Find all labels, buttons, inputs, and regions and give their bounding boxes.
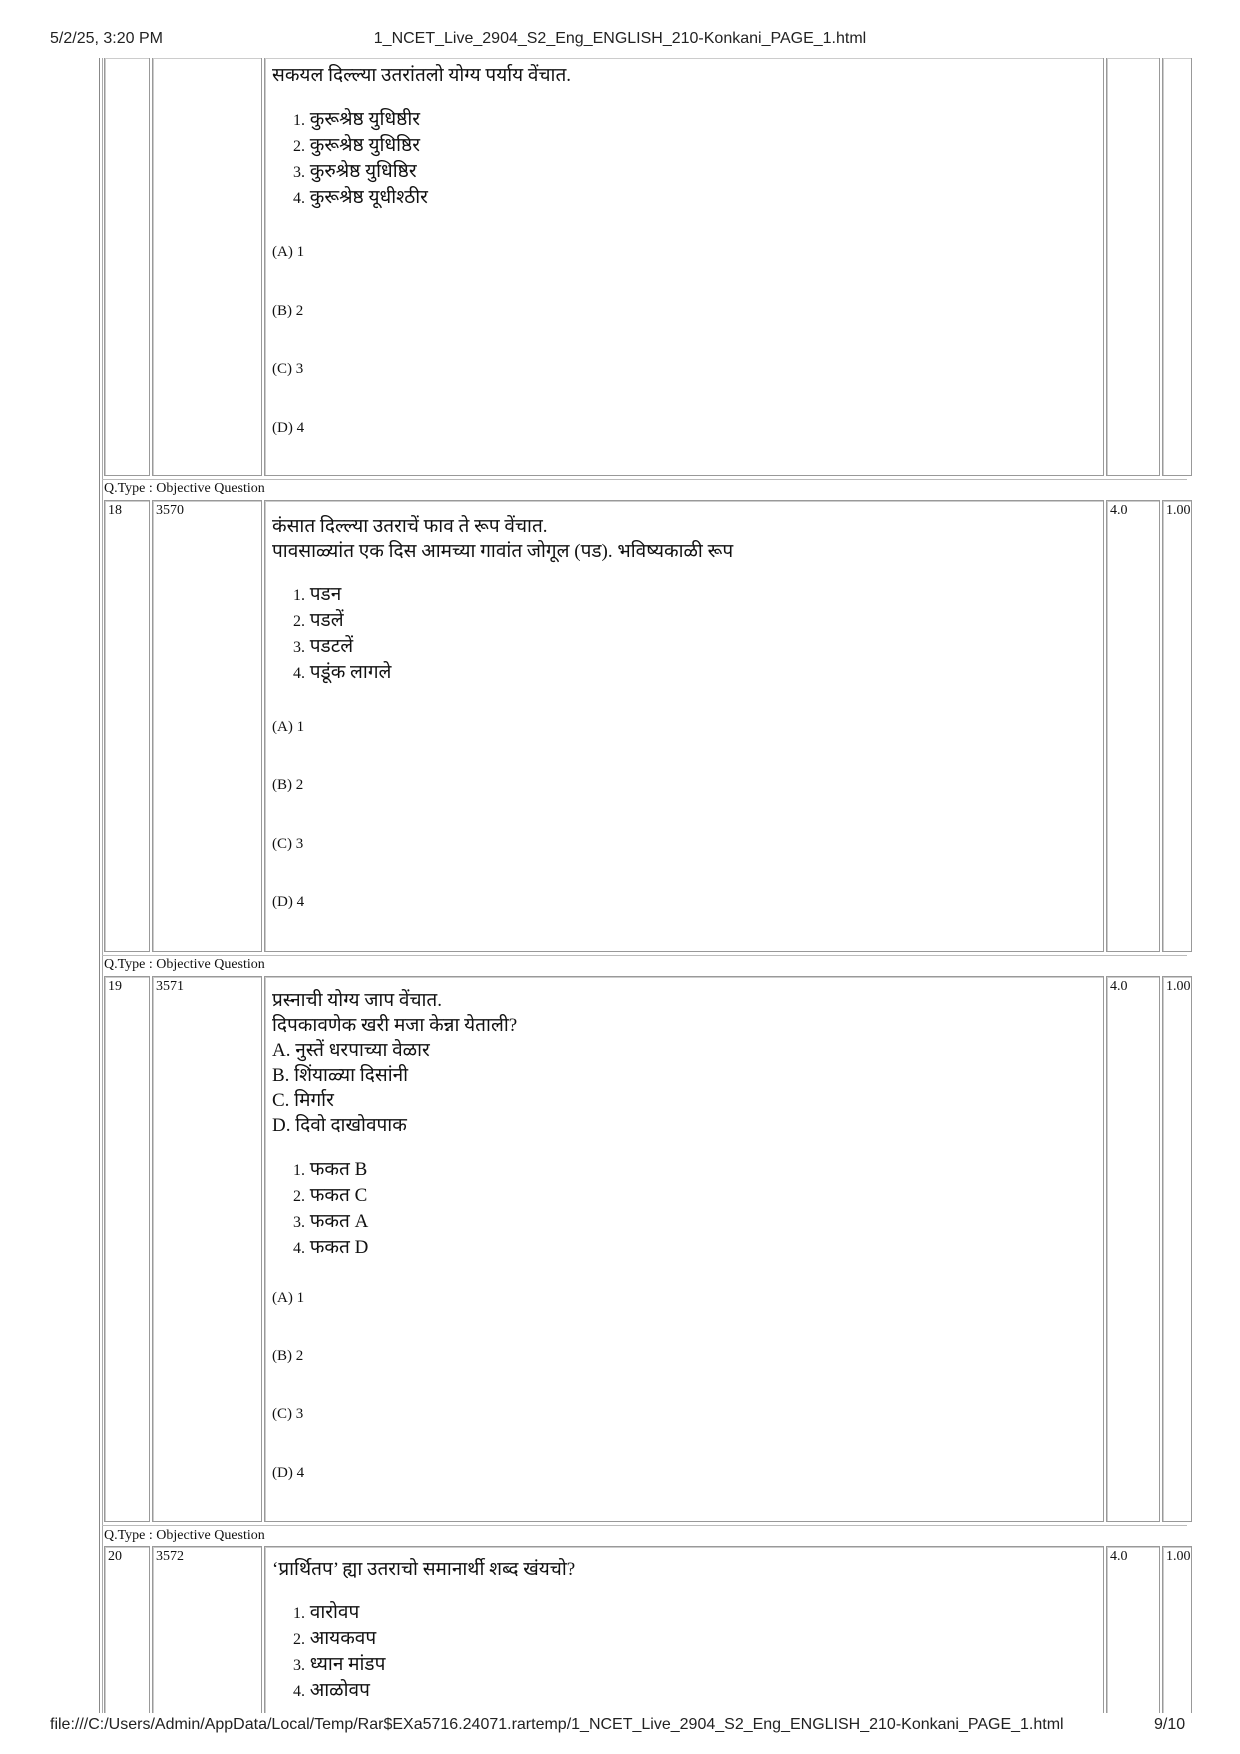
option-item: 2. फकत C <box>293 1185 368 1206</box>
sl-cell <box>104 58 150 476</box>
divider <box>102 955 1187 956</box>
option-item: 3. फकत A <box>293 1211 369 1232</box>
option-list <box>293 1157 368 1261</box>
print-title: 1_NCET_Live_2904_S2_Eng_ENGLISH_210-Konkani_PAGE_1.html <box>373 30 867 47</box>
marks-cell <box>1106 58 1160 476</box>
question-text: सकयल दिल्ल्या उतरांतलो योग्य पर्याय वेंचात. <box>272 65 572 86</box>
neg-marks-cell <box>1162 58 1192 476</box>
option-list <box>293 107 428 211</box>
option-item: 3. ध्यान मांडप <box>293 1654 386 1675</box>
option-item: 4. आळोवप <box>293 1680 370 1701</box>
sl-cell: 19 <box>104 976 150 1522</box>
answer-choice-c: (C) 3 <box>272 1406 304 1422</box>
option-item: 4. फकत D <box>293 1237 369 1258</box>
answer-choice-b: (B) 2 <box>272 303 304 319</box>
id-cell <box>152 58 262 476</box>
answer-choice-a: (A) 1 <box>272 244 305 260</box>
answer-choice-c: (C) 3 <box>272 836 304 852</box>
question-text: कंसात दिल्ल्या उतराचें फाव ते रूप वेंचात. पावसाळ्यांत एक दिस आमच्या गावांत जोगूल (पड). भविष्यकाळी रूप <box>272 516 734 562</box>
marks-cell: 4.0 <box>1106 976 1160 1522</box>
option-item: 1. फकत B <box>293 1159 368 1180</box>
option-item: 1. पडन <box>293 584 342 605</box>
divider <box>102 1525 1187 1526</box>
answer-choice-c: (C) 3 <box>272 361 304 377</box>
option-item: 3. पडटलें <box>293 636 354 657</box>
question-text: प्रस्नाची योग्य जाप वेंचात. दिपकावणेक खरी मजा केन्ना येताली? A. नुस्तें धरपाच्या वेळार B. शिंयाळ्या दिसांनी C. मिर्गार D. दिवो दाखोवपाक <box>272 990 518 1136</box>
option-item: 4. पडूंक लागले <box>293 662 392 683</box>
answer-choice-a: (A) 1 <box>272 1290 305 1306</box>
option-list <box>293 1600 385 1704</box>
id-cell: 3571 <box>152 976 262 1522</box>
table-outer-border <box>99 58 100 1713</box>
option-item: 1. वारोवप <box>293 1602 360 1623</box>
answer-choice-b: (B) 2 <box>272 777 304 793</box>
table-outer-border-inner <box>102 58 103 1713</box>
page-number: 9/10 <box>1154 1716 1186 1733</box>
qtype-label: Q.Type : Objective Question <box>104 1528 265 1543</box>
qtype-label: Q.Type : Objective Question <box>104 957 265 972</box>
answer-choice-d: (D) 4 <box>272 894 305 910</box>
print-file-path: file:///C:/Users/Admin/AppData/Local/Temp/Rar$EXa5716.24071.rartemp/1_NCET_Live_2904_S2_Eng_ENGLISH_210-Konkani_PAGE_1.html <box>50 1716 1064 1733</box>
answer-choice-a: (A) 1 <box>272 719 305 735</box>
option-item: 1. कुरूश्रेष्ठ युधिष्ठीर <box>293 109 421 130</box>
qtype-label: Q.Type : Objective Question <box>104 481 265 496</box>
neg-marks-cell: 1.00 <box>1162 976 1192 1522</box>
neg-marks-cell: 1.00 <box>1162 500 1192 952</box>
option-list <box>293 582 391 686</box>
print-datetime: 5/2/25, 3:20 PM <box>50 30 163 47</box>
id-cell: 3570 <box>152 500 262 952</box>
option-item: 2. कुरूश्रेष्ठ युधिष्ठिर <box>293 135 421 156</box>
answer-choice-b: (B) 2 <box>272 1348 304 1364</box>
option-item: 2. आयकवप <box>293 1628 377 1649</box>
id-cell: 3572 <box>152 1546 262 1713</box>
marks-cell: 4.0 <box>1106 500 1160 952</box>
question-cell <box>264 500 1104 952</box>
marks-cell: 4.0 <box>1106 1546 1160 1713</box>
answer-choice-d: (D) 4 <box>272 1465 305 1481</box>
divider <box>102 479 1187 480</box>
answer-choice-d: (D) 4 <box>272 420 305 436</box>
option-item: 2. पडलें <box>293 610 344 631</box>
sl-cell: 20 <box>104 1546 150 1713</box>
option-item: 4. कुरूश्रेष्ठ यूधीश्ठीर <box>293 187 428 208</box>
sl-cell: 18 <box>104 500 150 952</box>
option-item: 3. कुरुश्रेष्ठ युधिष्ठिर <box>293 161 417 182</box>
neg-marks-cell: 1.00 <box>1162 1546 1192 1713</box>
question-text: ‘प्रार्थितप’ ह्या उतराचो समानार्थी शब्द खंयचो? <box>272 1559 576 1580</box>
